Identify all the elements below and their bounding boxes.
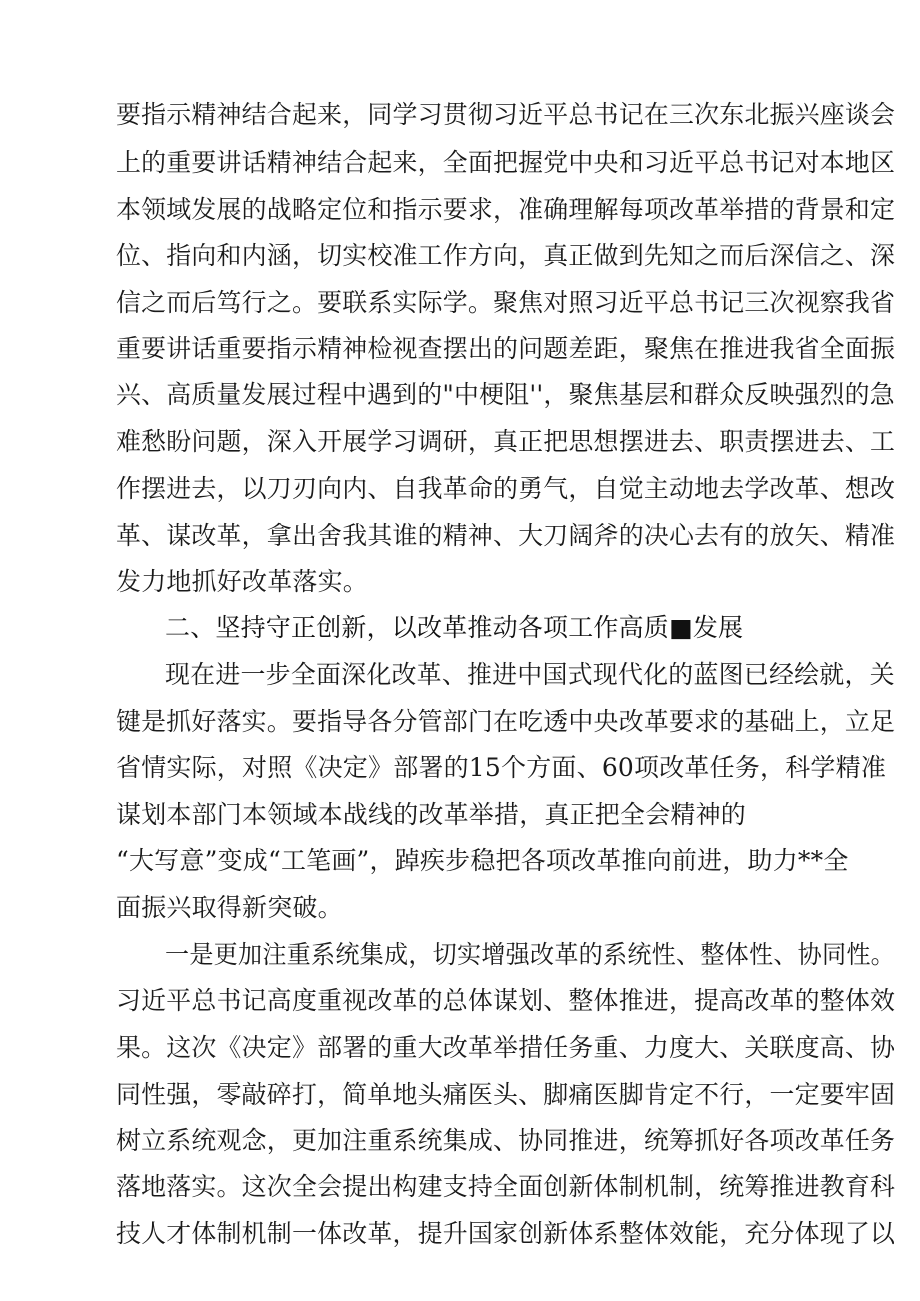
text-line: 省情实际，对照《决定》部署的15个方面、60项改革任务，科学精准	[116, 753, 887, 782]
section-heading: 二、坚持守正创新，以改革推动各项工作高质■发展	[165, 613, 744, 642]
text-line: 本领域发展的战略定位和指示要求，准确理解每项改革举措的背景和定	[116, 195, 896, 224]
text-line: 面振兴取得新突破。	[116, 893, 343, 922]
text-line: “大写意”变成“工笔画”，踔疾步稳把各项改革推向前进，助力**全	[116, 846, 849, 875]
text-line: 同性强，零敲碎打，简单地头痛医头、脚痛医脚肯定不行，一定要牢固	[116, 1080, 896, 1109]
text-line: 现在进一步全面深化改革、推进中国式现代化的蓝图已经绘就，关	[165, 660, 895, 689]
text-line: 作摆进去，以刀刃向内、自我革命的勇气，自觉主动地去学改革、想改	[116, 474, 896, 503]
text-line: 落地落实。这次全会提出构建支持全面创新体制机制，统筹推进教育科	[116, 1172, 896, 1201]
text-line: 位、指向和内涵，切实校准工作方向，真正做到先知之而后深信之、深	[116, 241, 896, 270]
text-line: 果。这次《决定》部署的重大改革举措任务重、力度大、关联度高、协	[116, 1033, 896, 1062]
text-line: 键是抓好落实。要指导各分管部门在吃透中央改革要求的基础上，立足	[116, 707, 896, 736]
text-line: 难愁盼问题，深入开展学习调研，真正把思想摆进去、职责摆进去、工	[116, 427, 896, 456]
text-line: 谋划本部门本领域本战线的改革举措，真正把全会精神的	[116, 800, 747, 829]
text-line: 革、谋改革，拿出舍我其谁的精神、大刀阔斧的决心去有的放矢、精准	[116, 521, 896, 550]
text-line: 要指示精神结合起来，同学习贯彻习近平总书记在三次东北振兴座谈会	[116, 100, 896, 129]
text-line: 发力地抓好改革落实。	[116, 567, 369, 596]
text-line: 上的重要讲话精神结合起来，全面把握党中央和习近平总书记对本地区	[116, 148, 896, 177]
text-line: 兴、高质量发展过程中遇到的"中梗阻''，聚焦基层和群众反映强烈的急	[116, 380, 895, 409]
text-line: 一是更加注重系统集成，切实增强改革的系统性、整体性、协同性。	[165, 940, 896, 969]
text-line: 重要讲话重要指示精神检视查摆出的问题差距，聚焦在推进我省全面振	[116, 334, 896, 363]
text-line: 信之而后笃行之。要联系实际学。聚焦对照习近平总书记三次视察我省	[116, 288, 896, 317]
text-line: 习近平总书记高度重视改革的总体谋划、整体推进，提高改革的整体效	[116, 986, 896, 1015]
text-line: 技人才体制机制一体改革，提升国家创新体系整体效能，充分体现了以	[116, 1219, 896, 1248]
text-line: 树立系统观念，更加注重系统集成、协同推进，统筹抓好各项改革任务	[116, 1126, 896, 1155]
